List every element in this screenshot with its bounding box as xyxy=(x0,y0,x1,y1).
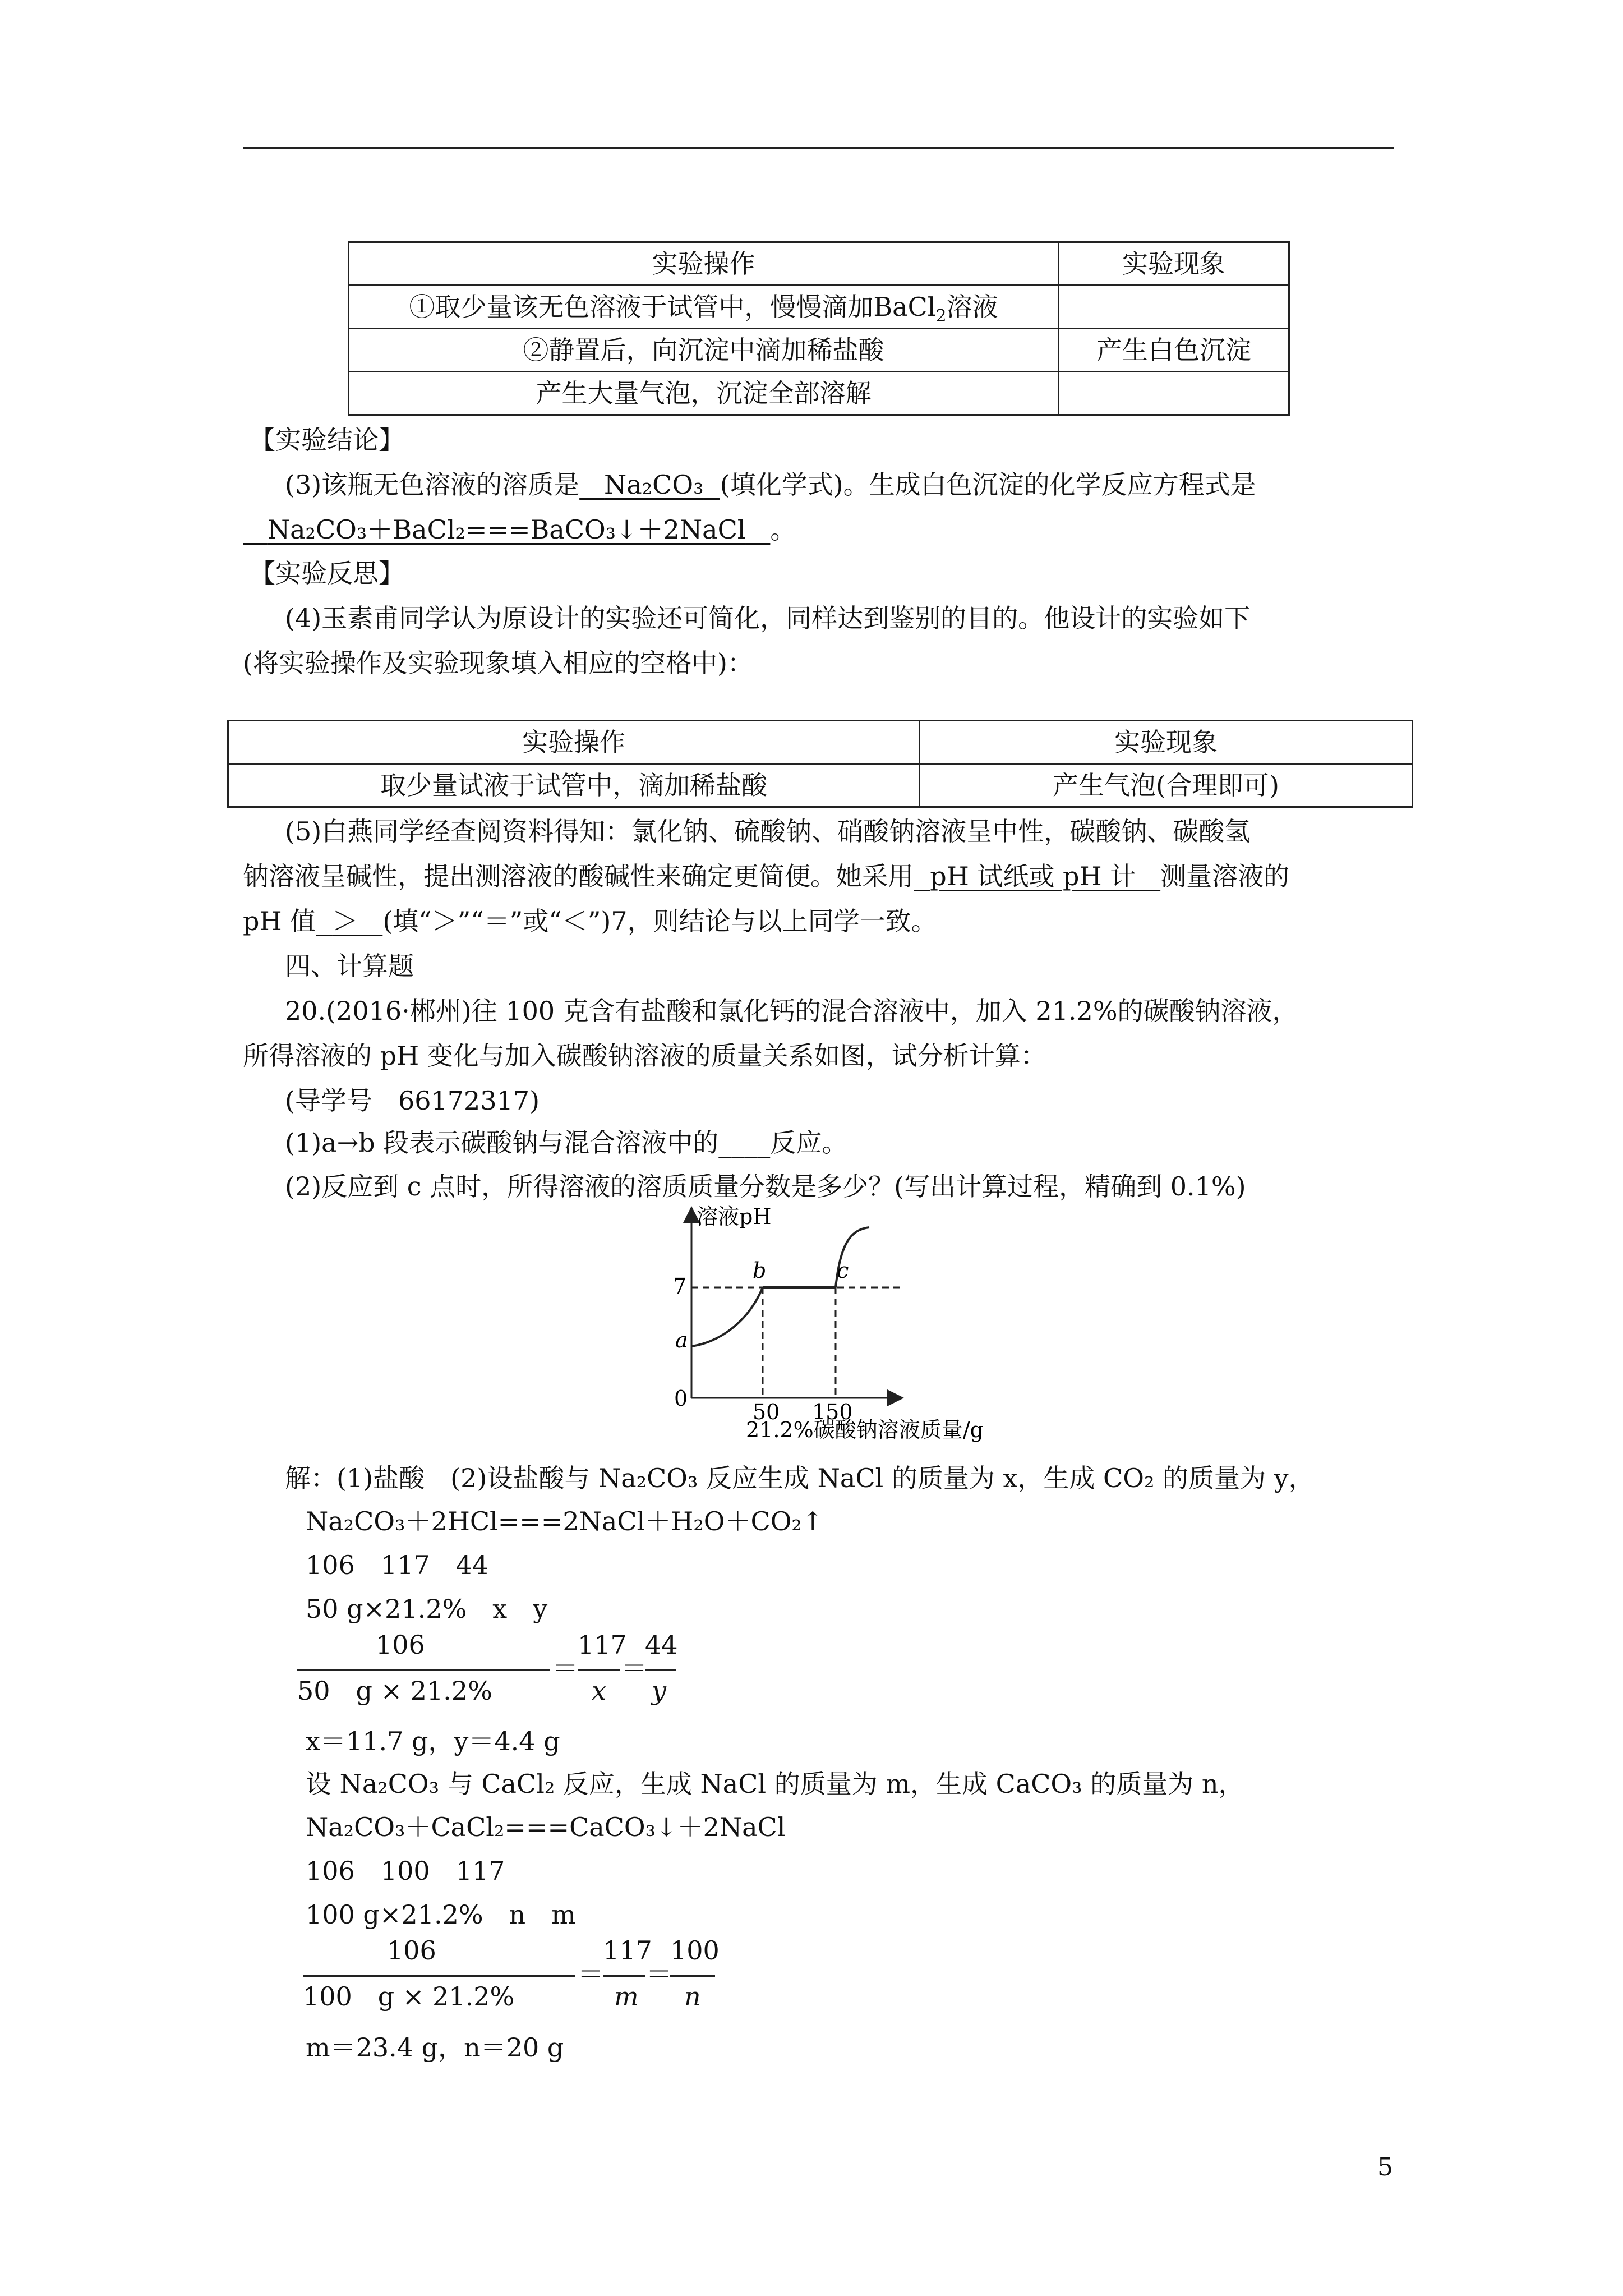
table1-row3-operation: 产生大量气泡，沉淀全部溶解 xyxy=(349,372,1059,415)
solution-result1: x＝11.7 g，y＝4.4 g xyxy=(306,1726,560,1756)
page-number: 5 xyxy=(1377,2153,1393,2182)
reflection-heading: 【实验反思】 xyxy=(250,558,404,588)
experiment-table-2 xyxy=(227,720,1413,808)
q5-line3: pH 值 ＞ (填“＞”“＝”或“＜”)7，则结论与以上同学一致。 xyxy=(243,906,937,936)
q3-answer: Na₂CO₃ xyxy=(604,470,704,500)
point-label-a: a xyxy=(675,1328,688,1352)
x-tick-0: 0 xyxy=(674,1386,688,1411)
q20-line3: (导学号 66172317) xyxy=(285,1085,540,1116)
q20-sub2: (2)反应到 c 点时，所得溶液的溶质质量分数是多少？(写出计算过程，精确到 0.1%) xyxy=(285,1171,1246,1202)
p2-eq2: ＝ xyxy=(646,1959,672,1989)
table1-row1-operation: ①取少量该无色溶液于试管中，慢慢滴加BaCl$_2$溶液 xyxy=(349,286,1059,329)
ph-curve-ab xyxy=(691,1287,763,1346)
x-tick-150: 150 xyxy=(812,1400,853,1424)
table1-row2-operation: ②静置后，向沉淀中滴加稀盐酸 xyxy=(349,329,1059,372)
table1-header-operation: 实验操作 xyxy=(349,242,1059,286)
p2-eq1: ＝ xyxy=(578,1959,603,1989)
q3-line1: (3)该瓶无色溶液的溶质是 Na₂CO₃ (填化学式)。生成白色沉淀的化学反应方程式是 xyxy=(285,470,1256,500)
p2-den3: n xyxy=(684,1981,701,2012)
table1-row1-phenomenon xyxy=(1059,286,1289,329)
q5-answer-comparison: ＞ xyxy=(332,906,358,936)
proportion-1 xyxy=(297,1627,678,1717)
q20-line2: 所得溶液的 pH 变化与加入碳酸钠溶液的质量关系如图，试分析计算： xyxy=(243,1041,1046,1071)
solution-mass2: 100 g×21.2% n m xyxy=(306,1899,576,1930)
p2-num2: 117 xyxy=(603,1935,652,1966)
y-tick-7: 7 xyxy=(673,1274,687,1299)
q3-line2: Na₂CO₃＋BaCl₂===BaCO₃↓＋2NaCl 。 xyxy=(243,512,796,547)
q4-line2: (将实验操作及实验现象填入相应的空格中)： xyxy=(243,648,753,678)
x-axis-label: 21.2%碳酸钠溶液质量/g xyxy=(746,1418,984,1442)
q20-sub1: (1)a→b 段表示碳酸钠与混合溶液中的____反应。 xyxy=(285,1128,848,1158)
point-label-b: b xyxy=(753,1258,767,1283)
q20-line1: 20.(2016·郴州)往 100 克含有盐酸和氯化钙的混合溶液中，加入 21.2%的碳酸钠溶液， xyxy=(285,996,1298,1026)
p1-eq1: ＝ xyxy=(552,1653,578,1683)
p1-num2: 117 xyxy=(578,1630,627,1660)
point-label-c: c xyxy=(837,1258,849,1283)
table2-header-phenomenon: 实验现象 xyxy=(920,721,1413,764)
p2-num1: 106 xyxy=(387,1935,436,1966)
q5-line2: 钠溶液呈碱性，提出测溶液的酸碱性来确定更简便。她采用 pH 试纸或 pH 计 测量溶液的 xyxy=(243,861,1290,891)
solution-line6: 设 Na₂CO₃ 与 CaCl₂ 反应，生成 NaCl 的质量为 m，生成 CaCO₃ 的质量为 n， xyxy=(306,1769,1244,1799)
solution-line1: 解：(1)盐酸 (2)设盐酸与 Na₂CO₃ 反应生成 NaCl 的质量为 x，生成 CO₂ 的质量为 y， xyxy=(285,1463,1315,1493)
p1-den3: y xyxy=(652,1676,666,1706)
q4-line1: (4)玉素甫同学认为原设计的实验还可简化，同样达到鉴别的目的。他设计的实验如下 xyxy=(285,603,1251,633)
solution-ratio2: 106 100 117 xyxy=(306,1856,505,1886)
header-rule xyxy=(243,147,1394,149)
section-heading-calculation: 四、计算题 xyxy=(285,951,414,981)
proportion-2 xyxy=(303,1932,720,2022)
p2-den1: 100 g × 21.2% xyxy=(303,1981,515,2012)
solution-equation1: Na₂CO₃＋2HCl===2NaCl＋H₂O＋CO₂↑ xyxy=(306,1506,824,1536)
solution-mass1: 50 g×21.2% x y xyxy=(306,1594,548,1624)
p1-eq2: ＝ xyxy=(621,1653,647,1683)
experiment-table-1 xyxy=(348,241,1290,416)
solution-result2: m＝23.4 g，n＝20 g xyxy=(306,2032,564,2063)
table2-header-operation: 实验操作 xyxy=(228,721,920,764)
q5-line1: (5)白燕同学经查阅资料得知：氯化钠、硫酸钠、硝酸钠溶液呈中性，碳酸钠、碳酸氢 xyxy=(285,816,1251,846)
p1-num1: 106 xyxy=(376,1630,425,1660)
table2-row-operation: 取少量试液于试管中，滴加稀盐酸 xyxy=(228,764,920,807)
y-axis-label: 溶液pH xyxy=(697,1204,772,1229)
p1-den2: x xyxy=(592,1676,606,1706)
conclusion-heading: 【实验结论】 xyxy=(250,425,404,455)
ph-chart xyxy=(623,1200,1026,1453)
p1-num3: 44 xyxy=(645,1630,678,1660)
table1-header-phenomenon: 实验现象 xyxy=(1059,242,1289,286)
solution-ratio1: 106 117 44 xyxy=(306,1550,489,1580)
table2-row-phenomenon: 产生气泡(合理即可) xyxy=(920,764,1413,807)
q5-answer-instrument: pH 试纸或 pH 计 xyxy=(930,861,1136,891)
x-tick-50: 50 xyxy=(753,1400,780,1424)
p2-num3: 100 xyxy=(670,1935,720,1966)
table1-row3-phenomenon xyxy=(1059,372,1289,415)
p2-den2: m xyxy=(614,1981,639,2012)
p1-den1: 50 g × 21.2% xyxy=(297,1676,492,1706)
solution-equation2: Na₂CO₃＋CaCl₂===CaCO₃↓＋2NaCl xyxy=(306,1812,786,1842)
q3-equation: Na₂CO₃＋BaCl₂===BaCO₃↓＋2NaCl xyxy=(267,514,746,545)
table1-row2-phenomenon: 产生白色沉淀 xyxy=(1059,329,1289,372)
